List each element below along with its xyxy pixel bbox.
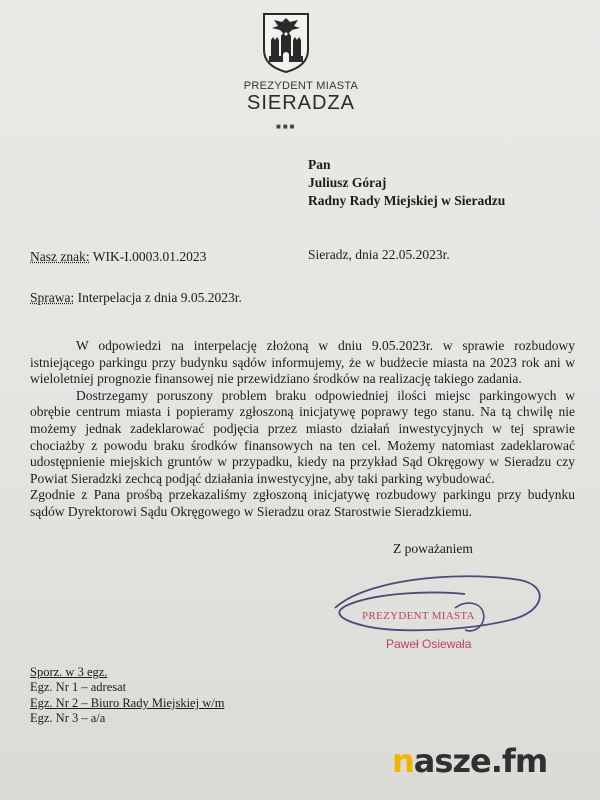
- stamp-title: PREZYDENT MIASTA: [362, 610, 475, 622]
- city-coat-of-arms-icon: [262, 12, 310, 74]
- issuer-title: PREZYDENT MIASTA: [243, 80, 359, 92]
- reference-line: [30, 249, 206, 265]
- recipient-salutation: Pan: [308, 157, 331, 172]
- body-paragraph-3: Zgodnie z Pana prośbą przekazaliśmy zgłoszoną inicjatywę rozbudowy parkingu przy budynku sądów Dyrektorowi Sądu Okręgowego w Sieradzu oraz Starostwie Sieradzkiemu.: [30, 487, 575, 519]
- subject-value: Interpelacja z dnia 9.05.2023r.: [77, 290, 242, 305]
- letter-body: [30, 338, 575, 521]
- recipient-title: Radny Rady Miejskiej w Sieradzu: [308, 193, 506, 208]
- copies-list: [30, 665, 224, 727]
- reference-value: WIK-I.0003.01.2023: [92, 249, 207, 264]
- reference-label: Nasz znak:: [30, 249, 90, 264]
- letter-date: Sieradz, dnia 22.05.2023r.: [308, 247, 450, 262]
- recipient-name: Juliusz Góraj: [308, 175, 387, 190]
- recipient-block: [308, 156, 505, 210]
- copy-item: Egz. Nr 3 – a/a: [30, 711, 106, 726]
- copy-item: Egz. Nr 2 – Biuro Rady Miejskiej w/m: [30, 695, 225, 710]
- header-dots: ■■■: [276, 122, 297, 131]
- copy-item: Egz. Nr 1 – adresat: [30, 680, 127, 695]
- subject-line: [30, 290, 242, 306]
- issuer-city: SIERADZA: [246, 92, 356, 114]
- copies-heading: Sporz. w 3 egz.: [30, 665, 108, 679]
- body-paragraph-2: Dostrzegamy poruszony problem braku odpowiedniej ilości miejsc parkingowych w obrębie centrum miasta i popieramy zgłoszoną inicjatywę poprawy tego stanu. Na tą chwilę nie możemy jednak zadeklarować podjęcia przez miasto działań inwestycyjnych w tej sprawie chociażby z powodu braku środków finansowych na ten cel. Możemy natomiast zadeklarować udostępnienie miejskich gruntów w przypadku, kiedy na przykład Sąd Okręgowy w Sieradzu czy Powiat Sieradzki zechcą podjąć działania inwestycyjne, aby taki parking wybudować.: [30, 387, 575, 486]
- body-paragraph-1: W odpowiedzi na interpelację złożoną w dniu 9.05.2023r. w sprawie rozbudowy istniejącego parkingu przy budynku sądów informujemy, że w budżecie miasta na 2023 rok ani w wieloletniej prognozie finansowej nie przewidziano środków na realizację takiego zadania.: [30, 338, 575, 387]
- watermark-accent-letter: n: [392, 742, 414, 780]
- nasze-fm-watermark: [392, 742, 547, 780]
- closing-greeting: Z poważaniem: [393, 541, 473, 556]
- watermark-rest: asze.fm: [413, 742, 548, 780]
- subject-label: Sprawa:: [30, 290, 75, 305]
- stamp-name: Paweł Osiewała: [386, 637, 472, 651]
